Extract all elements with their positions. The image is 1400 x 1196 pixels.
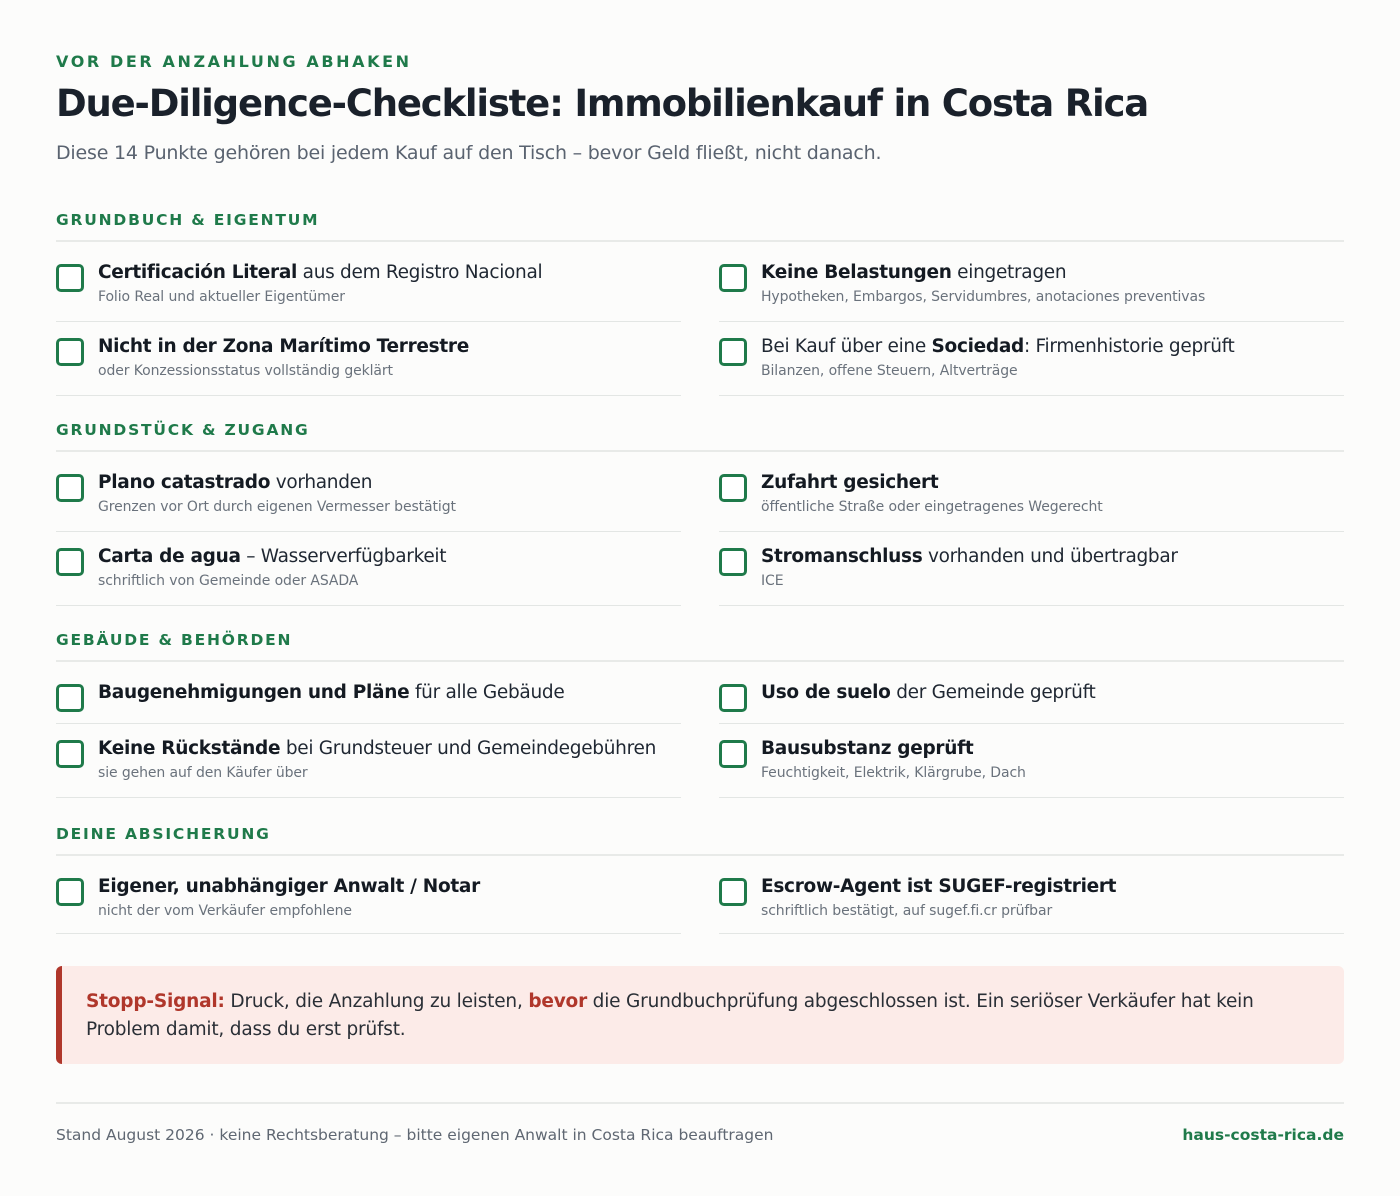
item-label: Baugenehmigungen und Pläne für alle Gebäude (98, 682, 565, 703)
checkbox[interactable] (56, 684, 84, 712)
checklist-item (56, 242, 681, 322)
section-gebaeude (56, 630, 1344, 798)
item-label: Uso de suelo der Gemeinde geprüft (761, 682, 1096, 703)
item-sub: schriftlich von Gemeinde oder ASADA (98, 573, 359, 589)
section-heading: GRUNDBUCH & EIGENTUM (56, 210, 1344, 242)
checkbox[interactable] (719, 548, 747, 576)
section-absicherung (56, 824, 1344, 934)
item-label: Certificación Literal aus dem Registro Nacional (98, 262, 543, 283)
item-label: Zufahrt gesichert (761, 472, 939, 493)
checklist-item (719, 662, 1344, 724)
item-sub: Feuchtigkeit, Elektrik, Klärgrube, Dach (761, 765, 1026, 781)
checklist-item (56, 322, 681, 396)
warning-callout: Stopp-Signal: Druck, die Anzahlung zu leisten, bevor die Grundbuchprüfung abgeschlossen ist. Ein seriöser Verkäufer hat kein Problem damit, dass du erst prüfst. (56, 966, 1344, 1064)
item-label: Plano catastrado vorhanden (98, 472, 373, 493)
item-label: Stromanschluss vorhanden und übertragbar (761, 546, 1178, 567)
checkbox[interactable] (56, 878, 84, 906)
checkbox[interactable] (56, 264, 84, 292)
checkbox[interactable] (56, 474, 84, 502)
checklist-item (56, 662, 681, 724)
checkbox[interactable] (719, 264, 747, 292)
section-grundbuch (56, 210, 1344, 396)
item-label: Bausubstanz geprüft (761, 738, 974, 759)
checkbox[interactable] (719, 338, 747, 366)
item-label: Nicht in der Zona Marítimo Terrestre (98, 336, 469, 357)
checklist-item (719, 452, 1344, 532)
item-sub: Bilanzen, offene Steuern, Altverträge (761, 363, 1018, 379)
item-sub: Folio Real und aktueller Eigentümer (98, 289, 345, 305)
section-heading: GRUNDSTÜCK & ZUGANG (56, 420, 1344, 452)
section-heading: DEINE ABSICHERUNG (56, 824, 1344, 856)
page-subtitle: Diese 14 Punkte gehören bei jedem Kauf auf den Tisch – bevor Geld fließt, nicht danach. (56, 142, 882, 164)
section-heading: GEBÄUDE & BEHÖRDEN (56, 630, 1344, 662)
item-sub: sie gehen auf den Käufer über (98, 765, 308, 781)
checklist-item (719, 724, 1344, 798)
checklist-item (56, 532, 681, 606)
item-label: Keine Belastungen eingetragen (761, 262, 1067, 283)
warning-emphasis: bevor (528, 991, 587, 1012)
kicker: VOR DER ANZAHLUNG ABHAKEN (56, 52, 412, 71)
checklist-item (56, 452, 681, 532)
checklist-item (719, 322, 1344, 396)
checkbox[interactable] (56, 740, 84, 768)
warning-lead: Stopp-Signal: (86, 991, 225, 1012)
item-label: Carta de agua – Wasserverfügbarkeit (98, 546, 447, 567)
item-sub: schriftlich bestätigt, auf sugef.fi.cr prüfbar (761, 903, 1053, 919)
item-sub: ICE (761, 573, 784, 589)
checklist-item (56, 724, 681, 798)
footer-site-link[interactable]: haus-costa-rica.de (1182, 1126, 1344, 1144)
section-grundstueck (56, 420, 1344, 606)
checklist-item (719, 242, 1344, 322)
checklist-item (719, 532, 1344, 606)
checkbox[interactable] (56, 338, 84, 366)
item-sub: nicht der vom Verkäufer empfohlene (98, 903, 352, 919)
item-sub: Hypotheken, Embargos, Servidumbres, anotaciones preventivas (761, 289, 1206, 305)
item-sub: öffentliche Straße oder eingetragenes Wegerecht (761, 499, 1103, 515)
item-label: Eigener, unabhängiger Anwalt / Notar (98, 876, 480, 897)
item-label: Bei Kauf über eine Sociedad: Firmenhistorie geprüft (761, 336, 1235, 357)
item-sub: oder Konzessionsstatus vollständig geklärt (98, 363, 393, 379)
checkbox[interactable] (56, 548, 84, 576)
footer-divider (56, 1102, 1344, 1104)
checkbox[interactable] (719, 684, 747, 712)
checklist-item (719, 856, 1344, 934)
page-title: Due-Diligence-Checkliste: Immobilienkauf in Costa Rica (56, 82, 1149, 125)
item-sub: Grenzen vor Ort durch eigenen Vermesser bestätigt (98, 499, 456, 515)
item-label: Escrow-Agent ist SUGEF-registriert (761, 876, 1117, 897)
footer-note: Stand August 2026 · keine Rechtsberatung – bitte eigenen Anwalt in Costa Rica beauftragen (56, 1126, 774, 1144)
item-label: Keine Rückstände bei Grundsteuer und Gemeindegebühren (98, 738, 656, 759)
checklist-item (56, 856, 681, 934)
checkbox[interactable] (719, 740, 747, 768)
checkbox[interactable] (719, 878, 747, 906)
checkbox[interactable] (719, 474, 747, 502)
